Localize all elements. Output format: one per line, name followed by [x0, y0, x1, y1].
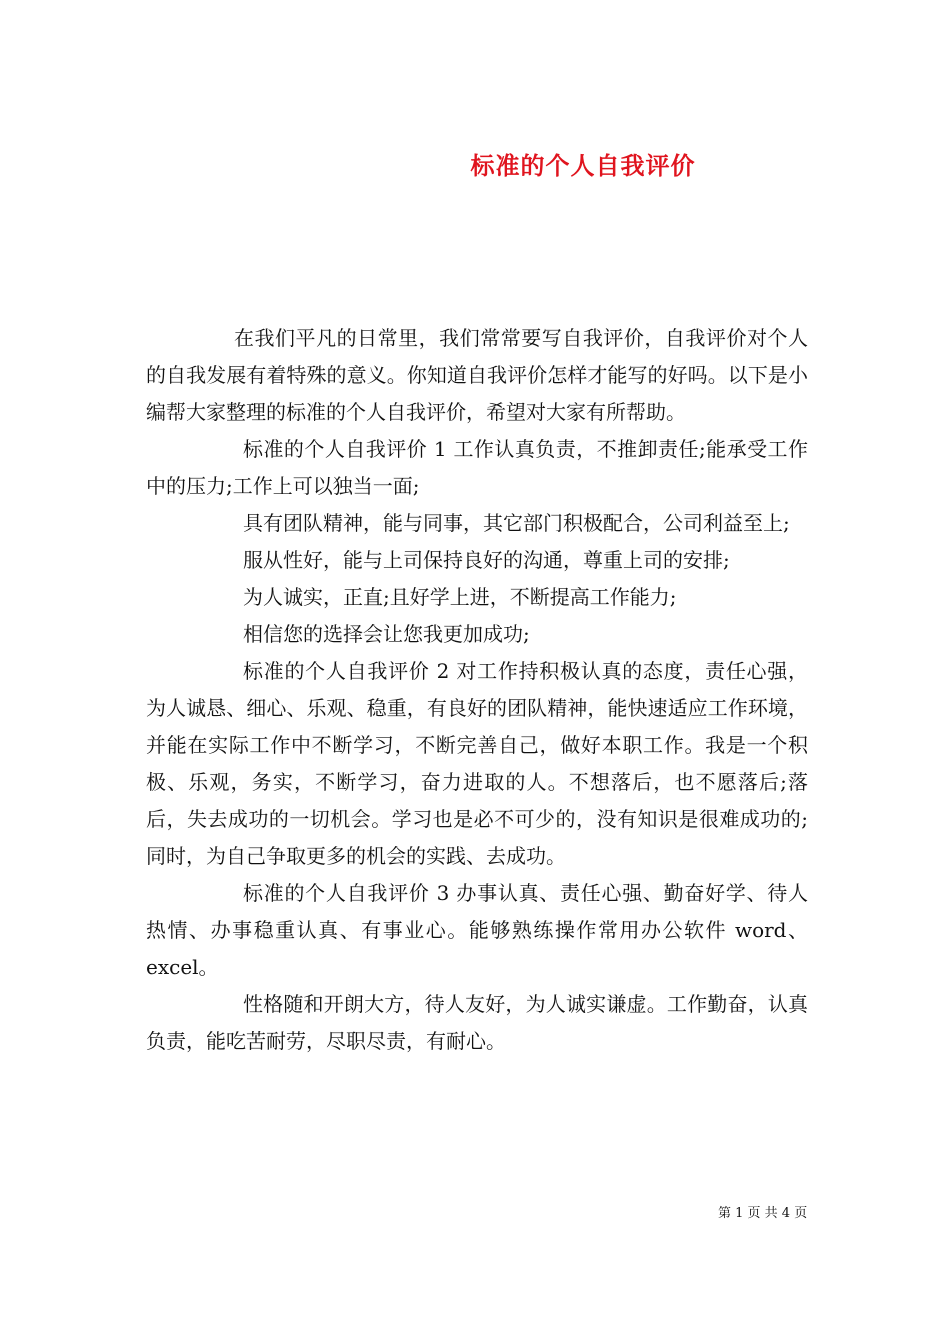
paragraph-trust: 相信您的选择会让您我更加成功;	[243, 622, 530, 646]
paragraph-evaluation-2: 标准的个人自我评价 2 对工作持积极认真的态度，责任心强，为人诚恳、细心、乐观、稳重，有良好的团队精神，能快速适应工作环境，并能在实际工作中不断学习，不断完善自己，做好本职工作。我是一个积极、乐观，务实，不断学习，奋力进取的人。不想落后，也不愿落后;落后，失去成功的一切机会。学习也是必不可少的，没有知识是很难成功的;同时，为自己争取更多的机会的实践、去成功。	[146, 659, 808, 868]
paragraph-team-spirit: 具有团队精神，能与同事，其它部门积极配合，公司利益至上;	[243, 511, 790, 535]
paragraph-honesty: 为人诚实，正直;且好学上进，不断提高工作能力;	[243, 585, 677, 609]
paragraph-obedience: 服从性好，能与上司保持良好的沟通，尊重上司的安排;	[243, 548, 730, 572]
paragraph-personality: 性格随和开朗大方，待人友好，为人诚实谦虚。工作勤奋，认真负责，能吃苦耐劳，尽职尽责，有耐心。	[146, 992, 808, 1053]
document-title: 标准的个人自我评价	[470, 151, 696, 181]
paragraph-evaluation-1: 标准的个人自我评价 1 工作认真负责，不推卸责任;能承受工作中的压力;工作上可以独当一面;	[146, 437, 808, 498]
paragraph-intro: 在我们平凡的日常里，我们常常要写自我评价，自我评价对个人的自我发展有着特殊的意义。你知道自我评价怎样才能写的好吗。以下是小编帮大家整理的标准的个人自我评价，希望对大家有所帮助。	[146, 326, 808, 424]
paragraph-evaluation-3: 标准的个人自我评价 3 办事认真、责任心强、勤奋好学、待人热情、办事稳重认真、有事业心。能够熟练操作常用办公软件 word、excel。	[146, 881, 808, 979]
document-body	[146, 320, 808, 1060]
page-number: 第 1 页 共 4 页	[718, 1206, 808, 1221]
